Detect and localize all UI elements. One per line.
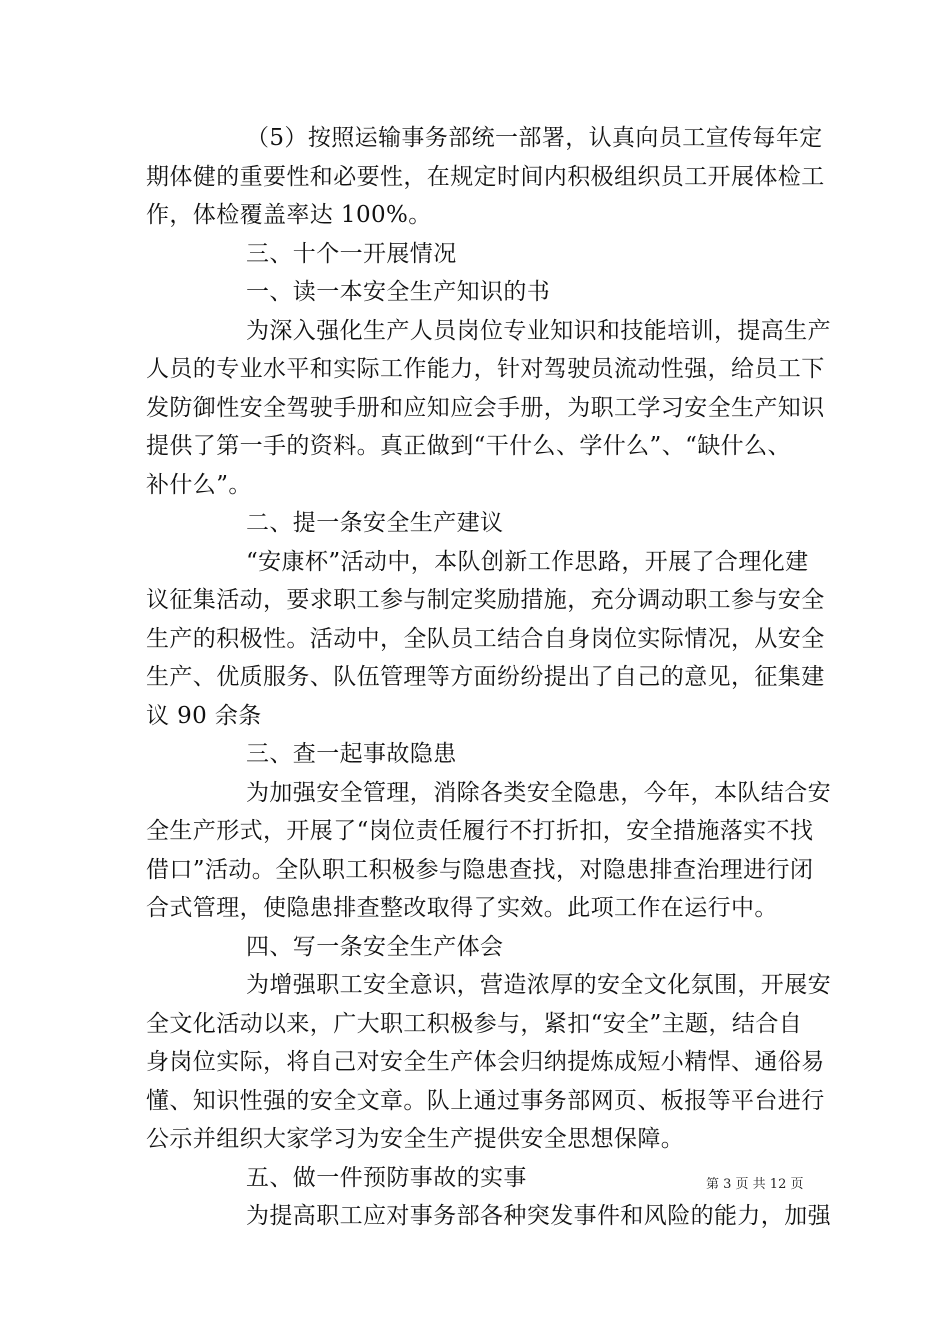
text-line: 议 90 余条 bbox=[146, 702, 262, 729]
text-line: 四、写一条安全生产体会 bbox=[246, 933, 504, 960]
text-line: “安康杯”活动中，本队创新工作思路，开展了合理化建 bbox=[246, 548, 809, 575]
text-line: 发防御性安全驾驶手册和应知应会手册，为职工学习安全生产知识 bbox=[146, 394, 825, 421]
text-line: 补什么”。 bbox=[146, 471, 252, 498]
text-line: 一、读一本安全生产知识的书 bbox=[246, 279, 551, 305]
text-line: 议征集活动，要求职工参与制定奖励措施，充分调动职工参与安全 bbox=[146, 587, 825, 613]
text-line: 期体健的重要性和必要性，在规定时间内积极组织员工开展体检工 bbox=[146, 163, 825, 190]
text-line: 公示并组织大家学习为安全生产提供安全思想保障。 bbox=[146, 1126, 685, 1152]
text-line: 五、做一件预防事故的实事 bbox=[246, 1164, 527, 1191]
text-line: 身岗位实际，将自己对安全生产体会归纳提炼成短小精悍、通俗易 bbox=[146, 1049, 825, 1075]
text-line: 为深入强化生产人员岗位专业知识和技能培训，提高生产 bbox=[246, 317, 831, 344]
text-line: （5）按照运输事务部统一部署，认真向员工宣传每年定 bbox=[246, 125, 823, 151]
text-line: 生产、优质服务、队伍管理等方面纷纷提出了自己的意见，征集建 bbox=[146, 664, 825, 690]
text-line: 生产的积极性。活动中，全队员工结合自身岗位实际情况，从安全 bbox=[146, 625, 825, 652]
text-line: 为提高职工应对事务部各种突发事件和风险的能力，加强 bbox=[246, 1203, 831, 1229]
text-line: 作，体检覆盖率达 100%。 bbox=[146, 202, 432, 228]
text-line: 合式管理，使隐患排查整改取得了实效。此项工作在运行中。 bbox=[146, 895, 778, 921]
text-line: 为增强职工安全意识，营造浓厚的安全文化氛围，开展安 bbox=[246, 972, 831, 998]
text-line: 懂、知识性强的安全文章。队上通过事务部网页、板报等平台进行 bbox=[146, 1087, 825, 1114]
text-line: 三、十个一开展情况 bbox=[246, 240, 457, 267]
text-line: 提供了第一手的资料。真正做到“干什么、学什么”、“缺什么、 bbox=[146, 433, 791, 459]
text-line: 为加强安全管理，消除各类安全隐患，今年，本队结合安 bbox=[246, 779, 831, 806]
text-line: 二、提一条安全生产建议 bbox=[246, 510, 504, 536]
text-line: 借口”活动。全队职工积极参与隐患查找，对隐患排查治理进行闭 bbox=[146, 856, 814, 883]
text-line: 三、查一起事故隐患 bbox=[246, 741, 457, 767]
text-line: 全生产形式，开展了“岗位责任履行不打折扣，安全措施落实不找 bbox=[146, 818, 814, 844]
text-line: 人员的专业水平和实际工作能力，针对驾驶员流动性强，给员工下 bbox=[146, 356, 825, 382]
page-number-footer: 第 3 页 共 12 页 bbox=[706, 1177, 804, 1192]
document-body bbox=[146, 119, 831, 1236]
text-line: 全文化活动以来，广大职工积极参与，紧扣“安全”主题，结合自 bbox=[146, 1010, 803, 1037]
